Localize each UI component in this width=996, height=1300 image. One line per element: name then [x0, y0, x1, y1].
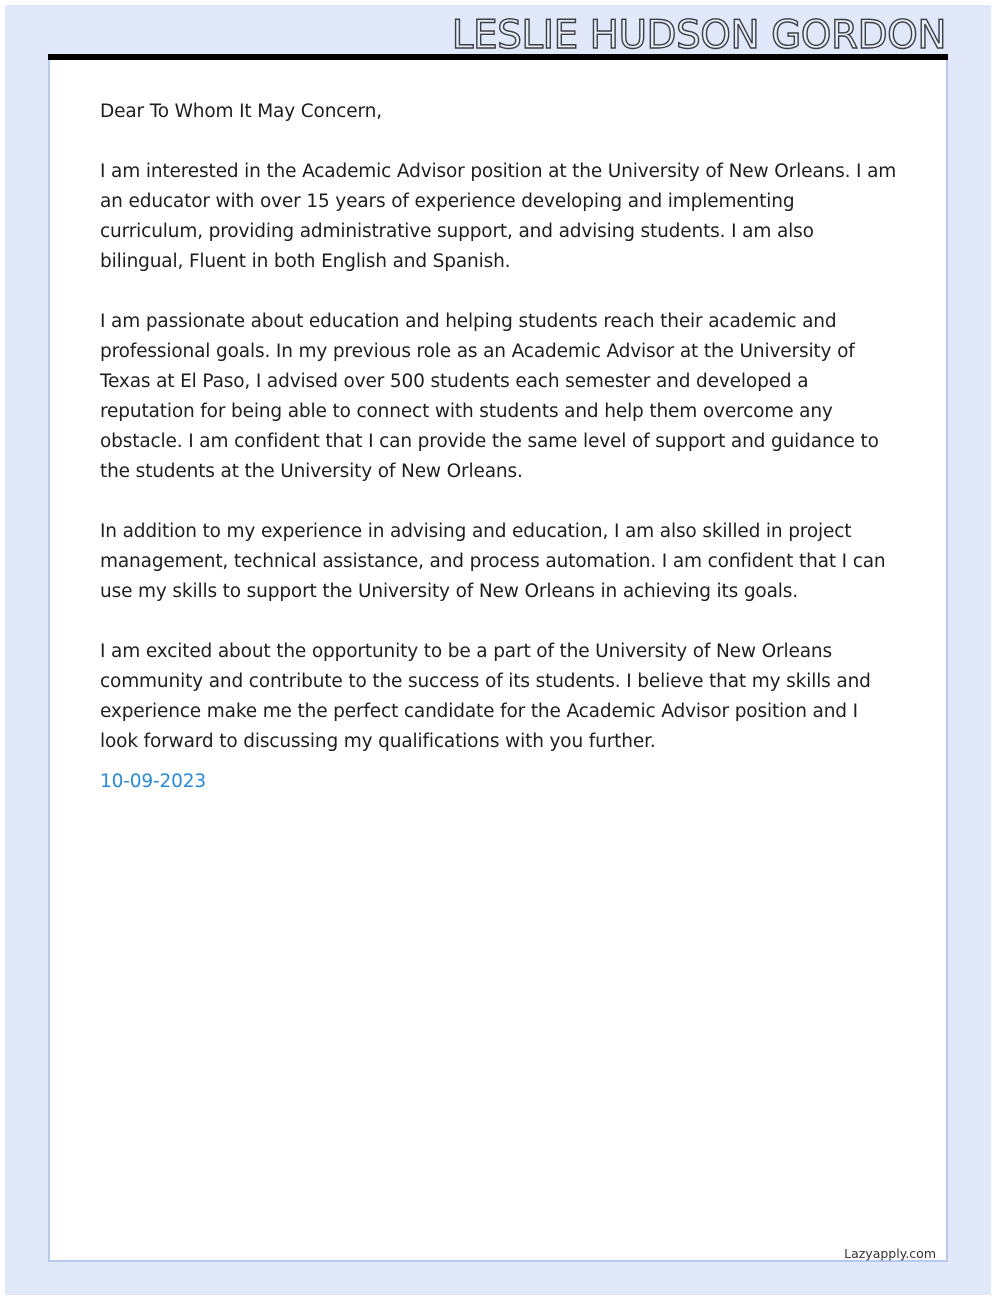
applicant-name: LESLIE HUDSON GORDON: [451, 13, 946, 58]
letter-salutation: Dear To Whom It May Concern,: [100, 101, 382, 122]
letter-date: 10-09-2023: [100, 771, 207, 792]
letter-body: [100, 97, 900, 797]
letter-paragraph-experience: I am passionate about education and helping students reach their academic and professional goals. In my previous role as an Academic Advisor at the University of Texas at El Paso, I advised over 500 students each semester and developed a reputation for being able to connect with students and help them overcome any obstacle. I am confident that I can provide the same level of support and guidance to the students at the University of New Orleans.: [100, 311, 879, 482]
letter-paragraph-intro: I am interested in the Academic Advisor position at the University of New Orleans. I am an educator with over 15 years of experience developing and implementing curriculum, providing administrative support, and advising students. I am also bilingual, Fluent in both English and Spanish.: [100, 161, 897, 272]
letter-paragraph-closing: I am excited about the opportunity to be a part of the University of New Orleans community and contribute to the success of its students. I believe that my skills and experience make me the perfect candidate for the Academic Advisor position and I look forward to discussing my qualifications with you further.: [100, 641, 871, 752]
letter-paragraph-skills: In addition to my experience in advising and education, I am also skilled in project management, technical assistance, and process automation. I am confident that I can use my skills to support the University of New Orleans in achieving its goals.: [100, 521, 886, 602]
footer-brand: Lazyapply.com: [844, 1246, 936, 1261]
